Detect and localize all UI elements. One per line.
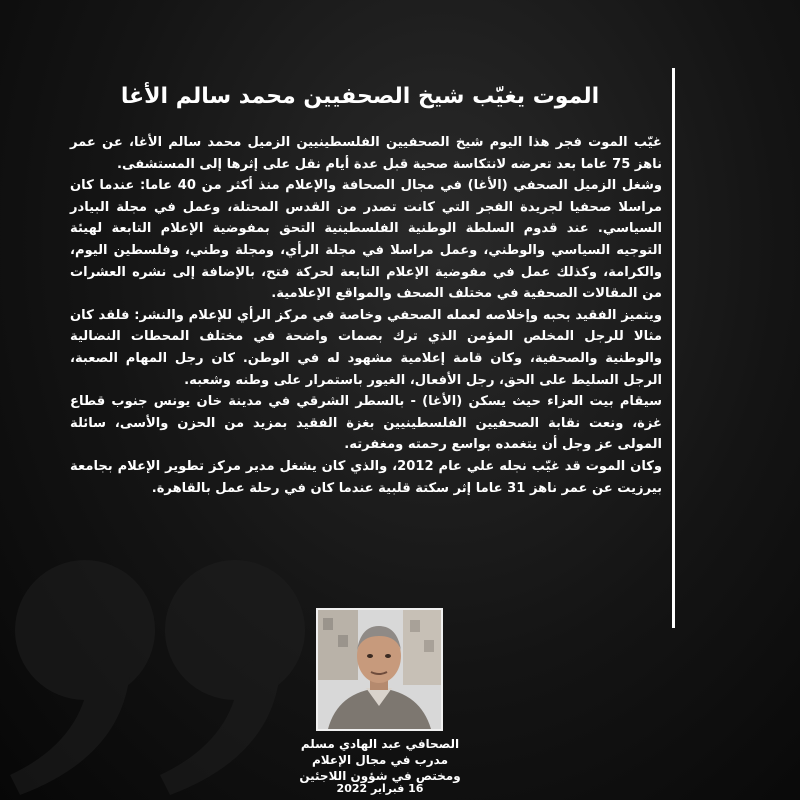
article-paragraph: ويتميز الفقيد بحبه وإخلاصه لعمله الصحفي وخاصة في مركز الرأي للإعلام والنشر: فلقد كان مثالا للرجل المخلص المؤمن الذي ترك بصمات واضحة في مختلف المحطات النضالية والوطنية والصحفية، وكان قامة إعلامية مشهود له في الوطن. كان رجل المهام الصعبة، الرجل السليط على الحق، رجل الأفعال، الغيور باستمرار على وطنه وشعبه. <box>70 307 662 388</box>
author-photo <box>316 608 443 731</box>
author-role: ومختص في شؤون اللاجئين <box>299 769 461 783</box>
article-title: الموت يغيّب شيخ الصحفيين محمد سالم الأغا <box>120 84 600 109</box>
article-paragraph: سيقام بيت العزاء حيث يسكن (الأغا) - بالسطر الشرقي في مدينة خان يونس جنوب قطاع غزة، ونعت نقابة الصحفيين الفلسطينيين بغزة الفقيد بمزيد من الحزن والأسى، سائلة المولى عز وجل أن يتغمده بواسع رحمته ومغفرته. <box>70 394 662 453</box>
author-role: مدرب في مجال الإعلام <box>311 753 448 767</box>
article-body <box>70 132 662 499</box>
article-paragraph: وكان الموت قد غيّب نجله علي عام 2012، والذي كان يشغل مدير مركز تطوير الإعلام بجامعة بيرزيت عن عمر ناهز 31 عاما إثر سكتة قلبية عندما كان في رحلة عمل بالقاهرة. <box>70 458 662 496</box>
article-paragraph: غيّب الموت فجر هذا اليوم شيخ الصحفيين الفلسطينيين الزميل محمد سالم الأغا، عن عمر ناهز 75 عاما بعد تعرضه لانتكاسة صحية قبل عدة أيام نقل على إثرها إلى المستشفى. <box>70 135 662 172</box>
publish-date: 16 فبراير 2022 <box>336 782 424 795</box>
article-paragraph: وشغل الزميل الصحفي (الأغا) في مجال الصحافة والإعلام منذ أكثر من 40 عاما: عندما كان مراسلا صحفيا لجريدة الفجر التي كانت تصدر من القدس المحتلة، وعمل في مجلة البيادر السياسي. عند قدوم السلطة الوطنية الفلسطينية التحق بمفوضية الإعلام التابعة لهيئة التوجيه السياسي والوطني، وعمل مراسلا في مجلة الرأي، ومجلة وطني، وفلسطين اليوم، والكرامة، وكذلك عمل في مفوضية الإعلام التابعة لحركة فتح، بالإضافة إلى نشره العشرات من المقالات الصحفية في مختلف الصحف والمواقع الإعلامية. <box>70 178 662 302</box>
vertical-divider <box>672 68 675 628</box>
author-portrait-icon <box>318 610 441 729</box>
author-caption <box>250 736 510 784</box>
author-name: الصحافي عبد الهادي مسلم <box>300 737 460 751</box>
